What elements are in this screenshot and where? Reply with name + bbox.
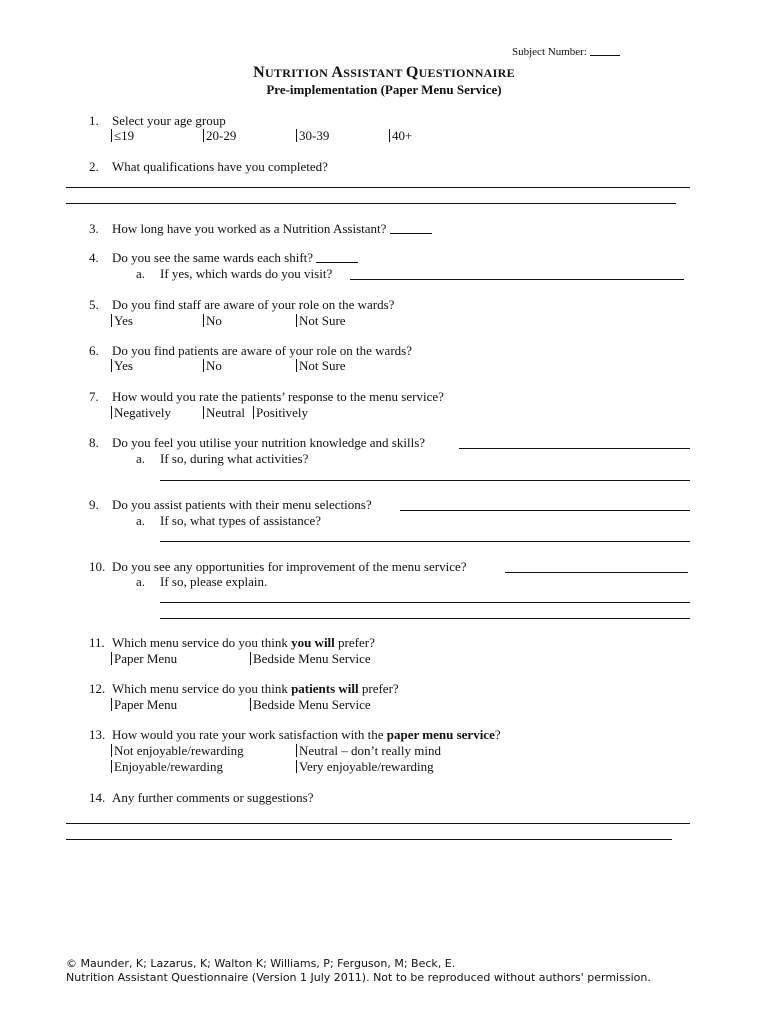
option-negatively[interactable]: Negatively	[111, 405, 171, 421]
question-text-content: How long have you worked as a Nutrition Assistant?	[112, 221, 387, 236]
question-emphasis: paper menu service	[386, 727, 495, 742]
option-yes[interactable]: Yes	[111, 358, 133, 374]
title-part: UTRITION	[264, 66, 332, 80]
question-text	[112, 250, 358, 266]
question-number: 13.	[89, 727, 106, 742]
answer-blank[interactable]	[316, 250, 358, 263]
sub-question-text: If so, please explain.	[160, 574, 268, 589]
question-number: 14.	[89, 790, 106, 805]
option-not-sure[interactable]: Not Sure	[296, 313, 346, 329]
option-not-enjoyable[interactable]: Not enjoyable/rewarding	[111, 743, 244, 759]
option-age-40-plus[interactable]: 40+	[389, 128, 412, 144]
question-text-content: ?	[494, 727, 501, 742]
question-text-content: How would you rate your work satisfaction with the	[112, 727, 387, 742]
question-text: Do you find patients are aware of your role on the wards?	[112, 343, 412, 358]
question-text	[112, 221, 432, 237]
answer-line[interactable]	[459, 448, 690, 449]
option-enjoyable[interactable]: Enjoyable/rewarding	[111, 759, 223, 775]
question-text-content: Which menu service do you think	[112, 635, 292, 650]
question-text-content: prefer?	[334, 635, 375, 650]
answer-line[interactable]	[505, 572, 688, 573]
question-number: 8.	[89, 435, 99, 450]
question-number: 6.	[89, 343, 99, 358]
option-bedside-menu[interactable]: Bedside Menu Service	[250, 697, 371, 713]
option-neutral[interactable]: Neutral	[203, 405, 245, 421]
answer-line[interactable]	[160, 541, 690, 542]
answer-line[interactable]	[66, 187, 690, 188]
question-text: What qualifications have you completed?	[112, 159, 328, 174]
subject-number	[512, 43, 620, 60]
answer-line[interactable]	[160, 480, 690, 481]
question-text: Do you find staff are aware of your role on the wards?	[112, 297, 395, 312]
question-text	[112, 727, 501, 743]
question-text: Do you feel you utilise your nutrition knowledge and skills?	[112, 435, 426, 450]
answer-line[interactable]	[66, 203, 676, 204]
title-part: Q	[405, 64, 419, 81]
question-number: 10.	[89, 559, 106, 574]
subject-number-label: Subject Number:	[512, 46, 587, 58]
question-text: Select your age group	[112, 113, 226, 128]
question-text: Do you see any opportunities for improvement of the menu service?	[112, 559, 467, 574]
option-paper-menu[interactable]: Paper Menu	[111, 697, 177, 713]
option-age-19[interactable]: ≤19	[111, 128, 134, 144]
answer-blank[interactable]	[390, 221, 432, 234]
question-number: 5.	[89, 297, 99, 312]
page-title	[0, 64, 768, 82]
sub-question-text: If yes, which wards do you visit?	[160, 266, 333, 281]
question-number: 7.	[89, 389, 99, 404]
option-bedside-menu[interactable]: Bedside Menu Service	[250, 651, 371, 667]
question-number: 3.	[89, 221, 99, 236]
question-text: How would you rate the patients’ response to the menu service?	[112, 389, 444, 404]
question-number: 9.	[89, 497, 99, 512]
option-positively[interactable]: Positively	[253, 405, 308, 421]
sub-question-text: If so, what types of assistance?	[160, 513, 322, 528]
answer-line[interactable]	[400, 510, 690, 511]
option-no[interactable]: No	[203, 313, 222, 329]
option-very-enjoyable[interactable]: Very enjoyable/rewarding	[296, 759, 434, 775]
option-age-30-39[interactable]: 30-39	[296, 128, 329, 144]
subject-number-blank[interactable]	[590, 43, 620, 56]
title-part: UESTIONNAIRE	[418, 66, 515, 80]
page-subtitle: Pre-implementation (Paper Menu Service)	[266, 82, 502, 97]
question-emphasis: you will	[291, 635, 335, 650]
answer-line[interactable]	[160, 602, 690, 603]
question-text-content: prefer?	[358, 681, 399, 696]
question-text	[112, 635, 375, 651]
question-number: 11.	[89, 635, 105, 650]
question-number: 1.	[89, 113, 99, 128]
sub-question-letter: a.	[136, 574, 146, 589]
sub-question-text: If so, during what activities?	[160, 451, 309, 466]
question-number: 2.	[89, 159, 99, 174]
question-emphasis: patients will	[291, 681, 359, 696]
title-part: SSISTANT	[343, 66, 406, 80]
question-text	[112, 681, 399, 697]
question-text-content: Do you see the same wards each shift?	[112, 250, 314, 265]
title-part: A	[331, 64, 344, 81]
footer-version: Nutrition Assistant Questionnaire (Version 1 July 2011). Not to be reproduced without authors' permission.	[66, 971, 651, 984]
question-text-content: Which menu service do you think	[112, 681, 292, 696]
question-number: 4.	[89, 250, 99, 265]
footer-copyright: © Maunder, K; Lazarus, K; Walton K; Williams, P; Ferguson, M; Beck, E.	[66, 957, 456, 970]
sub-question-letter: a.	[136, 513, 146, 528]
question-text: Any further comments or suggestions?	[112, 790, 314, 805]
question-text: Do you assist patients with their menu selections?	[112, 497, 372, 512]
answer-line[interactable]	[66, 823, 690, 824]
option-neutral[interactable]: Neutral – don’t really mind	[296, 743, 441, 759]
title-part: N	[253, 64, 265, 81]
option-yes[interactable]: Yes	[111, 313, 133, 329]
sub-question-letter: a.	[136, 451, 146, 466]
option-age-20-29[interactable]: 20-29	[203, 128, 236, 144]
option-not-sure[interactable]: Not Sure	[296, 358, 346, 374]
question-number: 12.	[89, 681, 106, 696]
sub-question-letter: a.	[136, 266, 146, 281]
answer-line[interactable]	[160, 618, 690, 619]
option-paper-menu[interactable]: Paper Menu	[111, 651, 177, 667]
option-no[interactable]: No	[203, 358, 222, 374]
answer-line[interactable]	[350, 279, 684, 280]
answer-line[interactable]	[66, 839, 672, 840]
